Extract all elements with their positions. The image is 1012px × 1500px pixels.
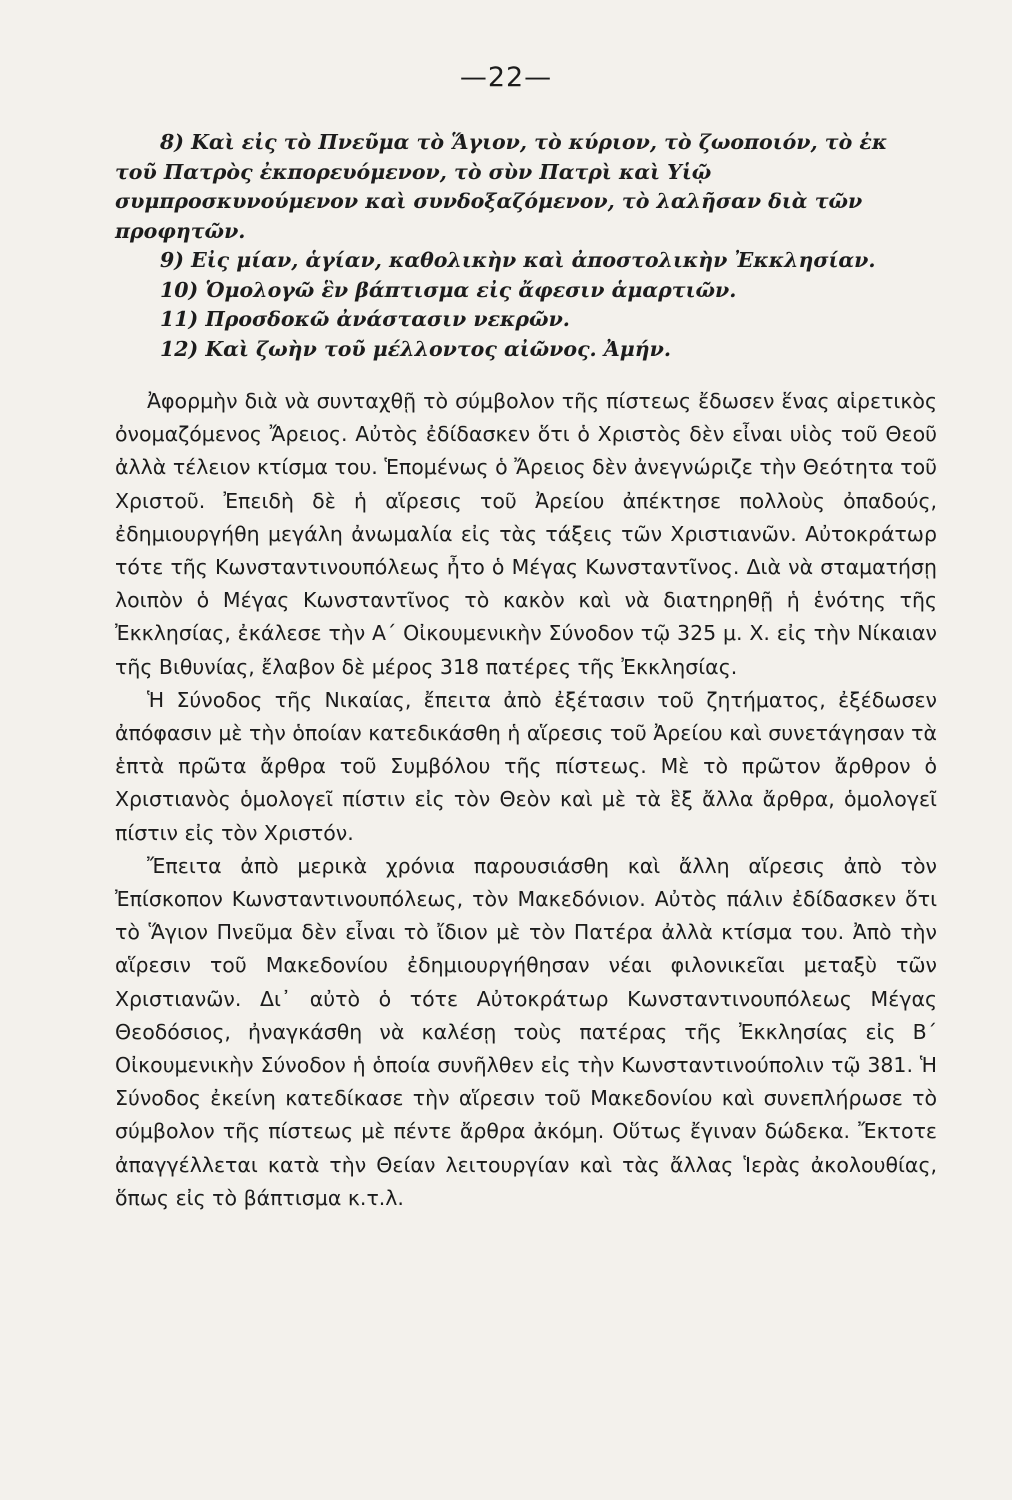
creed-article-10: 10) Ὁμολογῶ ἓν βάπτισμα εἰς ἄφεσιν ἁμαρτιῶν. bbox=[160, 277, 737, 302]
creed-article-12: 12) Καὶ ζωὴν τοῦ μέλλοντος αἰῶνος. Ἀμήν. bbox=[160, 336, 672, 361]
paragraph-nicaea: Ἡ Σύνοδος τῆς Νικαίας, ἔπειτα ἀπὸ ἐξέτασιν τοῦ ζητήματος, ἐξέδωσεν ἀπόφασιν μὲ τὴν ὁποίαν κατεδικάσθη ἡ αἵρεσις τοῦ Ἀρείου καὶ συνετάγησαν τὰ ἑπτὰ πρῶτα ἄρθρα τοῦ Συμβόλου τῆς πίστεως. Μὲ τὸ πρῶτον ἄρθρον ὁ Χριστιανὸς ὁμολογεῖ πίστιν εἰς τὸν Θεὸν καὶ μὲ τὰ ἓξ ἄλλα ἄρθρα, ὁμολογεῖ πίστιν εἰς τὸν Χριστόν. bbox=[115, 687, 937, 845]
creed-article-8: 8) Καὶ εἰς τὸ Πνεῦμα τὸ Ἅγιον, τὸ κύριον, τὸ ζωοποιόν, τὸ ἐκ τοῦ Πατρὸς ἐκπορευόμενον, τὸ σὺν Πατρὶ καὶ Υἱῷ συμπροσκυνούμενον καὶ συνδοξαζόμενον, τὸ λαλῆσαν διὰ τῶν προφητῶν. bbox=[115, 130, 888, 243]
body-text bbox=[115, 385, 937, 1215]
creed-articles bbox=[115, 128, 935, 364]
paragraph-macedonius: Ἔπειτα ἀπὸ μερικὰ χρόνια παρουσιάσθη καὶ ἄλλη αἵρεσις ἀπὸ τὸν Ἐπίσκοπον Κωνσταντινουπόλεως, τὸν Μακεδόνιον. Αὐτὸς πάλιν ἐδίδασκεν ὅτι τὸ Ἅγιον Πνεῦμα δὲν εἶναι τὸ ἴδιον μὲ τὸν Πατέρα ἀλλὰ κτίσμα του. Ἀπὸ τὴν αἵρεσιν τοῦ Μακεδονίου ἐδημιουργήθησαν νέαι φιλονικεῖαι μεταξὺ τῶν Χριστιανῶν. Δι᾽ αὐτὸ ὁ τότε Αὐτοκράτωρ Κωνσταντινουπόλεως Μέγας Θεοδόσιος, ἠναγκάσθη νὰ καλέσῃ τοὺς πατέρας τῆς Ἐκκλησίας εἰς Β΄ Οἰκουμενικὴν Σύνοδον ἡ ὁποία συνῆλθεν εἰς τὴν Κωνσταντινούπολιν τῷ 381. Ἡ Σύνοδος ἐκείνη κατεδίκασε τὴν αἵρεσιν τοῦ Μακεδονίου καὶ συνεπλήρωσε τὸ σύμβολον τῆς πίστεως μὲ πέντε ἄρθρα ἀκόμη. Οὕτως ἔγιναν δώδεκα. Ἔκτοτε ἀπαγγέλλεται κατὰ τὴν Θείαν λειτουργίαν καὶ τὰς ἄλλας Ἱερὰς ἀκολουθίας, ὅπως εἰς τὸ βάπτισμα κ.τ.λ. bbox=[115, 853, 937, 1210]
creed-article-9: 9) Εἰς μίαν, ἁγίαν, καθολικὴν καὶ ἀποστολικὴν Ἐκκλησίαν. bbox=[160, 248, 876, 272]
paragraph-arius: Ἀφορμὴν διὰ νὰ συνταχθῇ τὸ σύμβολον τῆς πίστεως ἔδωσεν ἕνας αἱρετικὸς ὀνομαζόμενος Ἄρειος. Αὐτὸς ἐδίδασκεν ὅτι ὁ Χριστὸς δὲν εἶναι υἱὸς τοῦ Θεοῦ ἀλλὰ τέλειον κτίσμα του. Ἑπομένως ὁ Ἄρειος δὲν ἀνεγνώριζε τὴν Θεότητα τοῦ Χριστοῦ. Ἐπειδὴ δὲ ἡ αἵρεσις τοῦ Ἀρείου ἀπέκτησε πολλοὺς ὀπαδούς, ἐδημιουργήθη μεγάλη ἀνωμαλία εἰς τὰς τάξεις τῶν Χριστιανῶν. Αὐτοκράτωρ τότε τῆς Κωνσταντινουπόλεως ἦτο ὁ Μέγας Κωνσταντῖνος. Διὰ νὰ σταματήσῃ λοιπὸν ὁ Μέγας Κωνσταντῖνος τὸ κακὸν καὶ νὰ διατηρηθῇ ἡ ἑνότης τῆς Ἐκκλησίας, ἐκάλεσε τὴν Α΄ Οἰκουμενικὴν Σύνοδον τῷ 325 μ. Χ. εἰς τὴν Νίκαιαν τῆς Βιθυνίας, ἔλαβον δὲ μέρος 318 πατέρες τῆς Ἐκκλησίας. bbox=[115, 389, 937, 679]
creed-article-11: 11) Προσδοκῶ ἀνάστασιν νεκρῶν. bbox=[160, 307, 570, 331]
page-number: —22— bbox=[459, 62, 553, 93]
